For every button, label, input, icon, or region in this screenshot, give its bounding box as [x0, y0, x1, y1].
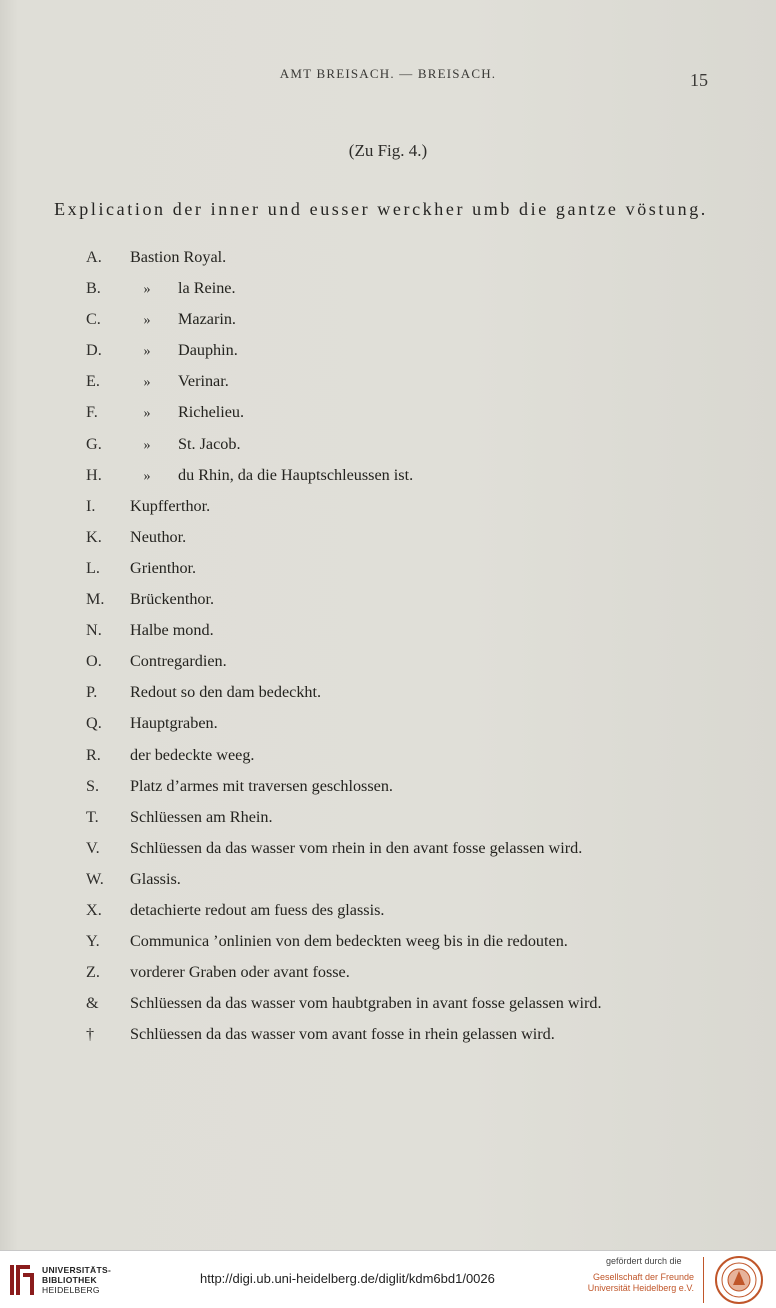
legend-item [74, 433, 714, 464]
legend-item [74, 930, 714, 961]
legend-key: R. [86, 745, 101, 764]
legend-key: L. [86, 558, 100, 577]
legend-key: E. [86, 372, 100, 391]
legend-key: W. [86, 869, 104, 888]
legend-item [74, 619, 714, 650]
legend-item [74, 339, 714, 370]
society-name-line1: Gesellschaft der Freunde [592, 1272, 694, 1282]
ditto-mark: » [143, 344, 151, 360]
legend-description: St. Jacob. [178, 434, 241, 453]
page-title: Explication der inner und eusser werckher umb die gantze vöstung. [54, 199, 708, 219]
legend-key: A. [86, 248, 102, 266]
page-number: 15 [690, 70, 708, 90]
legend-item [74, 681, 714, 712]
legend-key: Z. [86, 963, 100, 982]
footer-divider [703, 1257, 704, 1303]
legend-description: Kupfferthor. [130, 496, 211, 515]
library-name-line3: HEIDELBERG [42, 1285, 100, 1295]
legend-key: D. [86, 341, 102, 360]
legend-key: O. [86, 652, 102, 671]
legend-description: Platz d’armes mit traversen geschlossen. [130, 776, 393, 795]
ditto-mark: » [143, 313, 151, 329]
legend-key: G. [86, 434, 102, 453]
legend-item [74, 712, 714, 743]
source-url-link[interactable]: http://digi.ub.uni-heidelberg.de/diglit/kdm6bd1/0026 [200, 1271, 495, 1286]
legend-key: & [86, 994, 99, 1013]
legend-item [74, 992, 714, 1023]
legend-list [74, 246, 714, 1054]
legend-key: K. [86, 527, 102, 546]
university-seal-icon [714, 1255, 764, 1305]
legend-description: Hauptgraben. [130, 714, 218, 733]
legend-description: Brückenthor. [130, 590, 215, 609]
legend-description: Schlüessen da das wasser vom rhein in den avant fosse gelassen wird. [130, 838, 583, 857]
library-logo-icon [8, 1261, 36, 1299]
legend-description: du Rhin, da die Hauptschleussen ist. [178, 465, 414, 484]
legend-item [74, 401, 714, 432]
legend-item [74, 246, 714, 277]
ditto-mark: » [143, 437, 151, 453]
legend-description: detachierte redout am fuess des glassis. [130, 900, 385, 919]
legend-key: H. [86, 465, 102, 484]
funded-by-label: gefördert durch die [606, 1256, 682, 1266]
legend-description: Dauphin. [178, 341, 238, 360]
legend-description: Verinar. [178, 372, 229, 391]
legend-item [74, 775, 714, 806]
legend-description: Schlüessen da das wasser vom avant fosse in rhein gelassen wird. [130, 1025, 555, 1044]
legend-item [74, 277, 714, 308]
legend-item [74, 961, 714, 992]
legend-description: Mazarin. [178, 310, 236, 329]
library-name-line2: BIBLIOTHEK [42, 1275, 97, 1285]
legend-item [74, 495, 714, 526]
legend-key: I. [86, 496, 96, 515]
legend-description: vorderer Graben oder avant fosse. [130, 963, 350, 982]
legend-key: T. [86, 807, 99, 826]
legend-description: Schlüessen am Rhein. [130, 807, 273, 826]
library-name-line1: UNIVERSITÄTS- [42, 1265, 112, 1275]
legend-item [74, 308, 714, 339]
legend-item [74, 526, 714, 557]
legend-item [74, 650, 714, 681]
legend-description: Neuthor. [130, 527, 187, 546]
running-head: AMT BREISACH. — BREISACH. [279, 66, 497, 81]
legend-key: C. [86, 310, 101, 329]
footer-bar [0, 1250, 776, 1308]
legend-item [74, 837, 714, 868]
legend-description: la Reine. [178, 279, 236, 298]
legend-key: N. [86, 621, 102, 640]
legend-item [74, 806, 714, 837]
legend-key: † [86, 1025, 95, 1044]
legend-description: Schlüessen da das wasser vom haubtgraben in avant fosse gelassen wird. [130, 994, 602, 1013]
legend-description: Grienthor. [130, 558, 197, 577]
ditto-mark: » [143, 406, 151, 422]
legend-item [74, 588, 714, 619]
legend-description: der bedeckte weeg. [130, 745, 255, 764]
legend-item [74, 744, 714, 775]
legend-key: S. [86, 776, 100, 795]
legend-key: M. [86, 590, 105, 609]
legend-description: Redout so den dam bedeckht. [130, 683, 322, 702]
legend-key: Q. [86, 714, 102, 733]
legend-key: P. [86, 683, 98, 702]
legend-description: Glassis. [130, 869, 181, 888]
legend-item [74, 370, 714, 401]
legend-description: Bastion Royal. [130, 248, 227, 266]
ditto-mark: » [143, 282, 151, 298]
legend-key: B. [86, 279, 101, 298]
legend-item [74, 899, 714, 930]
legend-item [74, 868, 714, 899]
legend-key: X. [86, 900, 102, 919]
legend-description: Richelieu. [178, 403, 245, 422]
figure-reference: (Zu Fig. 4.) [348, 141, 428, 160]
legend-key: F. [86, 403, 98, 422]
legend-item [74, 1023, 714, 1054]
legend-key: Y. [86, 932, 100, 951]
legend-description: Halbe mond. [130, 621, 214, 640]
legend-item [74, 464, 714, 495]
legend-description: Communica ’onlinien von dem bedeckten weeg bis in die redouten. [130, 932, 568, 951]
legend-item [74, 557, 714, 588]
society-name [588, 1272, 694, 1294]
society-name-line2: Universität Heidelberg e.V. [587, 1283, 694, 1293]
legend-description: Contregardien. [130, 652, 227, 671]
library-name [42, 1265, 111, 1295]
legend-key: V. [86, 838, 100, 857]
ditto-mark: » [143, 375, 151, 391]
ditto-mark: » [143, 468, 151, 484]
